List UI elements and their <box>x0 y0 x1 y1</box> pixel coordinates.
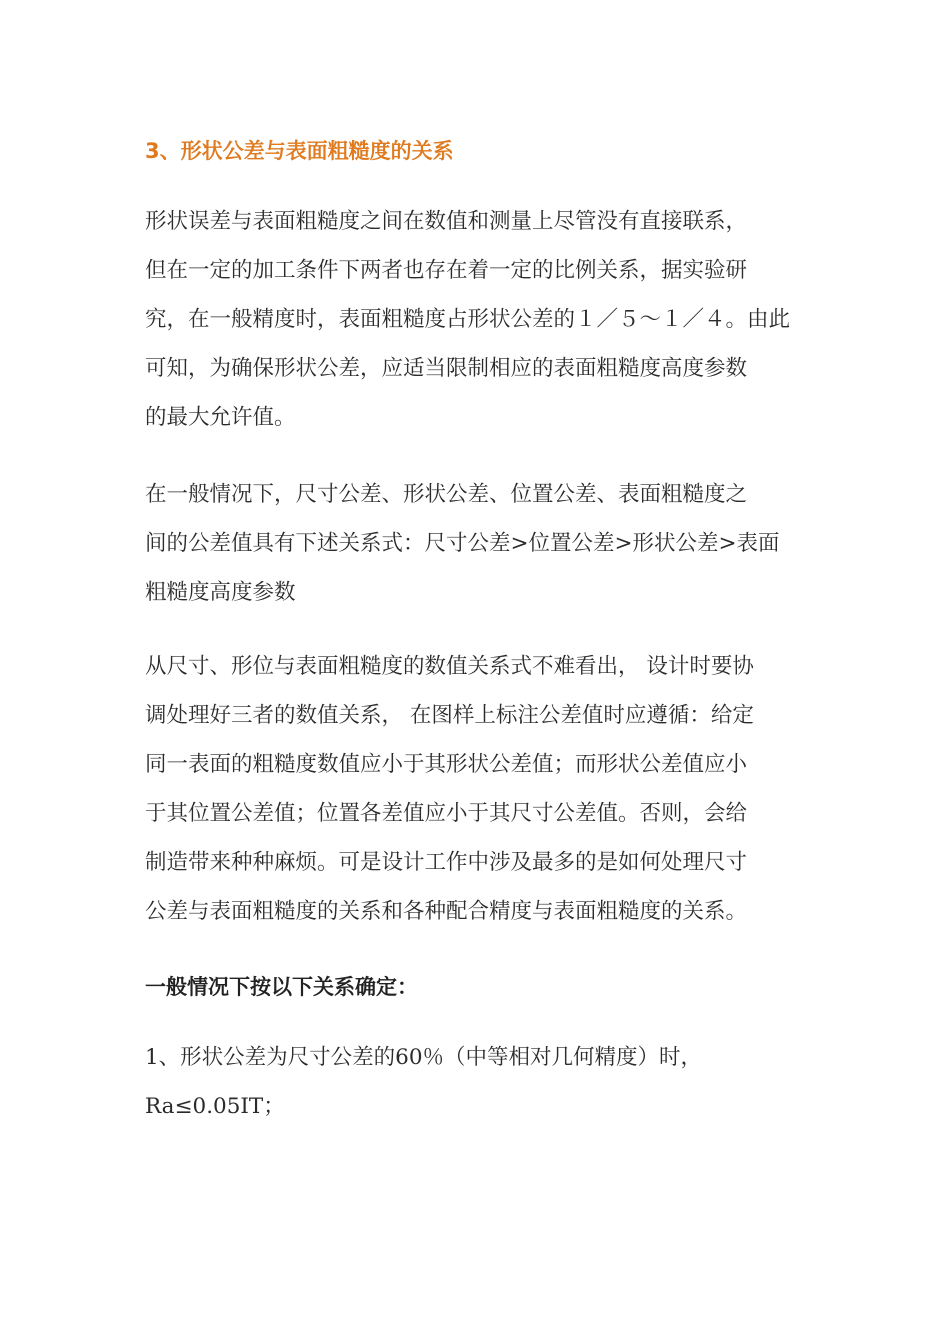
paragraph-line: 从尺寸、形位与表面粗糙度的数值关系式不难看出， 设计时要协 <box>145 654 754 679</box>
paragraph-line: 公差与表面粗糙度的关系和各种配合精度与表面粗糙度的关系。 <box>145 899 748 924</box>
paragraph-line: 制造带来种种麻烦。可是设计工作中涉及最多的是如何处理尺寸 <box>145 850 748 875</box>
paragraph-line: 在一般情况下，尺寸公差、形状公差、位置公差、表面粗糙度之 <box>145 482 748 507</box>
paragraph-shape-error-roughness <box>145 197 805 442</box>
paragraph-line: 形状误差与表面粗糙度之间在数值和测量上尽管没有直接联系， <box>145 209 748 234</box>
paragraph-line: 粗糙度高度参数 <box>145 580 296 605</box>
paragraph-line: 的最大允许值。 <box>145 405 296 430</box>
paragraph-design-coordination <box>145 642 805 936</box>
paragraph-line: 于其位置公差值；位置各差值应小于其尺寸公差值。否则，会给 <box>145 801 748 826</box>
paragraph-line: 同一表面的粗糙度数值应小于其形状公差值；而形状公差值应小 <box>145 752 748 777</box>
section-heading: 3、形状公差与表面粗糙度的关系 <box>145 139 454 163</box>
paragraph-rule-1 <box>145 1033 805 1131</box>
paragraph-line: 但在一定的加工条件下两者也存在着一定的比例关系，据实验研 <box>145 258 748 283</box>
paragraph-tolerance-relationship <box>145 470 805 617</box>
paragraph-line: 可知，为确保形状公差，应适当限制相应的表面粗糙度高度参数 <box>145 356 748 381</box>
paragraph-line: Ra≤0.05IT； <box>145 1094 285 1119</box>
paragraph-line: 究，在一般精度时，表面粗糙度占形状公差的１／５～１／４。由此 <box>145 307 791 332</box>
paragraph-line: 1、形状公差为尺寸公差的60％（中等相对几何精度）时， <box>145 1045 703 1070</box>
rule-heading: 一般情况下按以下关系确定： <box>145 975 418 999</box>
paragraph-line: 间的公差值具有下述关系式：尺寸公差>位置公差>形状公差>表面 <box>145 531 780 556</box>
paragraph-line: 调处理好三者的数值关系， 在图样上标注公差值时应遵循：给定 <box>145 703 754 728</box>
